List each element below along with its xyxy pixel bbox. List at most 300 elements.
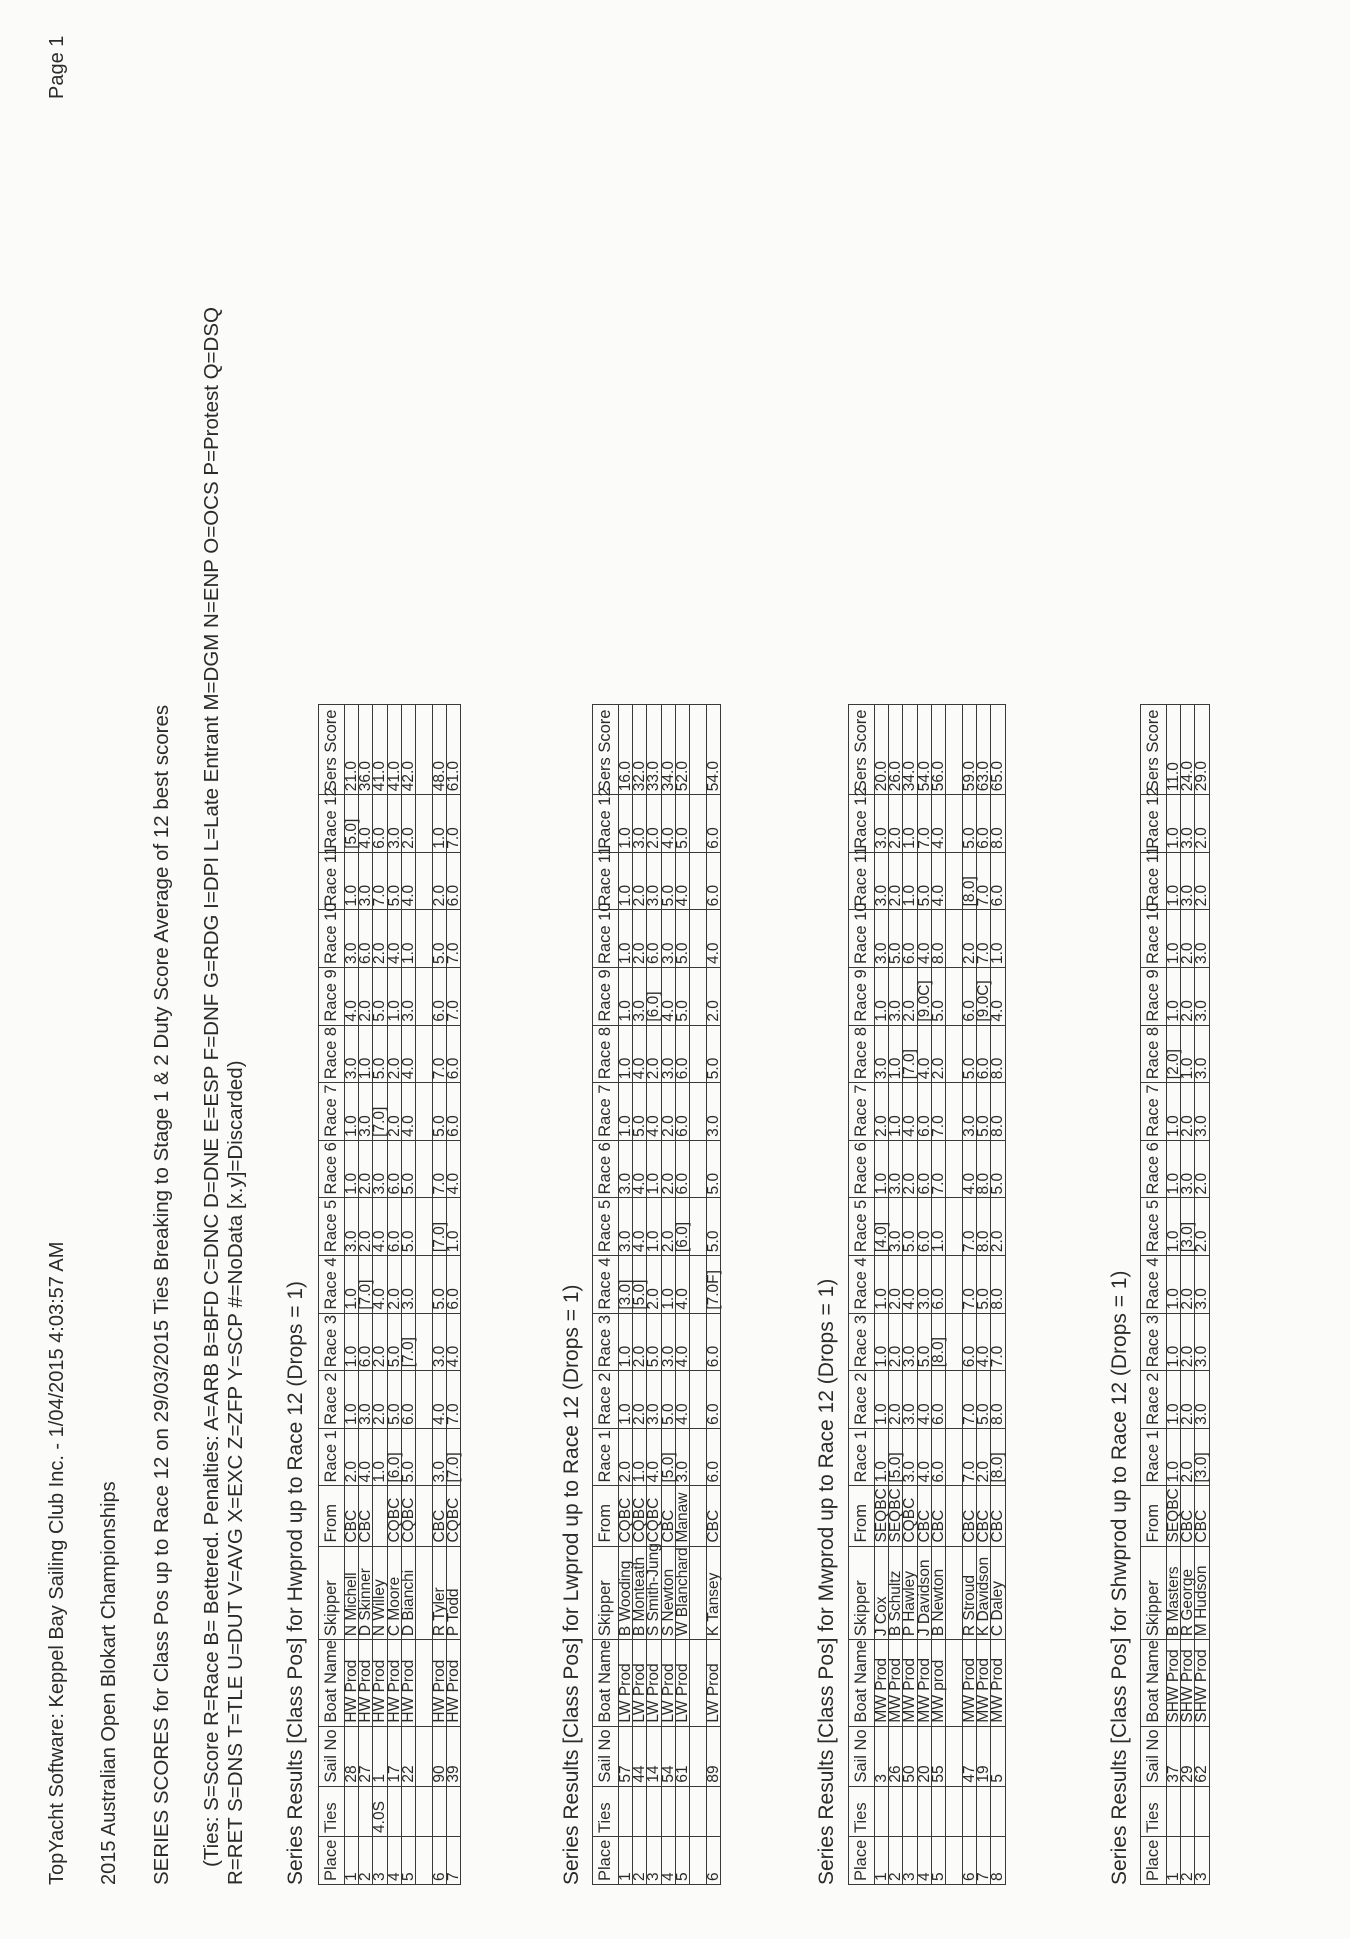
cell-ties	[903, 1786, 917, 1836]
column-header-boat-name: Boat Name	[319, 1640, 345, 1726]
cell-skipper: B Monteath	[633, 1546, 647, 1640]
cell-race-9: 5.0	[373, 968, 387, 1026]
cell-race-9: 1.0	[619, 968, 633, 1026]
cell-race-2: 7.0	[963, 1371, 977, 1429]
column-header-ties: Ties	[593, 1786, 619, 1836]
cell-sail-no: 5	[991, 1726, 1005, 1786]
cell-ties: 4.0S	[373, 1786, 387, 1836]
cell-race-5: 3.0	[619, 1198, 633, 1256]
cell-boat-name: HW Prod	[433, 1640, 447, 1726]
cell-race-5: 5.0	[401, 1198, 415, 1256]
header-row	[1141, 705, 1167, 1885]
cell-from: CQBC	[903, 1486, 917, 1546]
cell-race-11: 7.0	[373, 852, 387, 910]
table-row	[707, 705, 721, 1885]
cell-race-6: 2.0	[661, 1140, 675, 1198]
cell-race-3: 1.0	[619, 1313, 633, 1371]
cell-race-5: 2.0	[661, 1198, 675, 1256]
cell-race-2: 1.0	[345, 1371, 359, 1429]
cell-race-12: 6.0	[373, 795, 387, 853]
cell-race-11: 2.0	[889, 852, 903, 910]
cell-race-12: 2.0	[889, 795, 903, 853]
cell-race-10: 2.0	[633, 910, 647, 968]
cell-race-10: 1.0	[619, 910, 633, 968]
cell-from: CBC	[661, 1486, 675, 1546]
cell-race-9: 2.0	[359, 968, 373, 1026]
column-header-race-9: Race 9	[593, 968, 619, 1026]
cell-race-12: 6.0	[707, 795, 721, 853]
cell-race-5: [3.0]	[1181, 1198, 1195, 1256]
cell-race-11: [8.0]	[963, 852, 977, 910]
cell-race-1: [3.0]	[1195, 1428, 1209, 1486]
cell-ties	[931, 1786, 945, 1836]
cell-race-1: [5.0]	[889, 1428, 903, 1486]
cell-race-12: 2.0	[401, 795, 415, 853]
column-header-race-3: Race 3	[319, 1313, 345, 1371]
cell-race-7: 5.0	[633, 1083, 647, 1141]
header-row	[849, 705, 875, 1885]
cell-sail-no: 57	[619, 1726, 633, 1786]
cell-race-8: [7.0]	[903, 1025, 917, 1083]
table-row	[931, 705, 945, 1885]
cell-race-11: 5.0	[387, 852, 401, 910]
cell-race-1: 3.0	[433, 1428, 447, 1486]
cell-ties	[447, 1786, 461, 1836]
column-header-race-4: Race 4	[849, 1256, 875, 1314]
column-header-skipper: Skipper	[1141, 1546, 1167, 1640]
cell-race-7: 5.0	[977, 1083, 991, 1141]
section-title-shwprod: Series Results [Class Pos] for Shwprod up to Race 12 (Drops = 1)	[1108, 1270, 1131, 1885]
cell-ties	[387, 1786, 401, 1836]
cell-boat-name: MW Prod	[977, 1640, 991, 1726]
cell-race-2: 6.0	[707, 1371, 721, 1429]
column-header-race-6: Race 6	[593, 1140, 619, 1198]
cell-ties	[707, 1786, 721, 1836]
column-header-race-10: Race 10	[849, 910, 875, 968]
cell-race-6: 7.0	[433, 1140, 447, 1198]
column-header-race-7: Race 7	[1141, 1083, 1167, 1141]
cell-race-9: 2.0	[903, 968, 917, 1026]
cell-race-7: [7.0]	[373, 1083, 387, 1141]
cell-sail-no: 14	[647, 1726, 661, 1786]
cell-race-6: 5.0	[707, 1140, 721, 1198]
cell-race-10: 3.0	[1195, 910, 1209, 968]
cell-race-8: 3.0	[661, 1025, 675, 1083]
cell-sers-score: 48.0	[433, 705, 447, 795]
cell-race-3: 6.0	[359, 1313, 373, 1371]
cell-sers-score: 24.0	[1181, 705, 1195, 795]
cell-race-11: 1.0	[1167, 852, 1181, 910]
column-header-race-6: Race 6	[849, 1140, 875, 1198]
cell-race-6: 1.0	[1167, 1140, 1181, 1198]
cell-sers-score: 41.0	[387, 705, 401, 795]
cell-race-8: 4.0	[917, 1025, 931, 1083]
column-header-race-1: Race 1	[319, 1428, 345, 1486]
cell-sail-no: 61	[675, 1726, 689, 1786]
cell-race-4: 3.0	[1195, 1256, 1209, 1314]
cell-race-8: 7.0	[433, 1025, 447, 1083]
column-header-race-10: Race 10	[319, 910, 345, 968]
cell-race-3: 1.0	[345, 1313, 359, 1371]
table-row	[647, 705, 661, 1885]
cell-race-2: 1.0	[1167, 1371, 1181, 1429]
column-header-race-1: Race 1	[1141, 1428, 1167, 1486]
cell-race-1: 5.0	[401, 1428, 415, 1486]
table-row	[447, 705, 461, 1885]
cell-race-9: 5.0	[931, 968, 945, 1026]
column-header-race-8: Race 8	[319, 1025, 345, 1083]
results-table-mwprod	[848, 704, 1006, 1885]
cell-sail-no: 55	[931, 1726, 945, 1786]
cell-race-10: 3.0	[661, 910, 675, 968]
cell-race-6: 3.0	[889, 1140, 903, 1198]
column-header-race-10: Race 10	[593, 910, 619, 968]
cell-race-2: 2.0	[633, 1371, 647, 1429]
cell-race-5: 1.0	[931, 1198, 945, 1256]
cell-skipper: S Newton	[661, 1546, 675, 1640]
cell-race-2: 3.0	[1195, 1371, 1209, 1429]
cell-sail-no: 44	[633, 1726, 647, 1786]
cell-ties	[1167, 1786, 1181, 1836]
cell-skipper: C Moore	[387, 1546, 401, 1640]
cell-place: 3	[903, 1836, 917, 1884]
cell-race-2: 4.0	[917, 1371, 931, 1429]
cell-place: 3	[647, 1836, 661, 1884]
cell-race-10: 8.0	[931, 910, 945, 968]
cell-race-1: [6.0]	[387, 1428, 401, 1486]
cell-boat-name: LW Prod	[675, 1640, 689, 1726]
column-header-race-7: Race 7	[593, 1083, 619, 1141]
cell-race-7: 4.0	[903, 1083, 917, 1141]
cell-ties	[647, 1786, 661, 1836]
cell-boat-name: HW Prod	[359, 1640, 373, 1726]
cell-sail-no: 17	[387, 1726, 401, 1786]
cell-race-5: [7.0]	[433, 1198, 447, 1256]
cell-from: CQBC	[619, 1486, 633, 1546]
cell-boat-name: LW Prod	[633, 1640, 647, 1726]
cell-ties	[433, 1786, 447, 1836]
cell-race-1: 2.0	[345, 1428, 359, 1486]
cell-race-8: 2.0	[931, 1025, 945, 1083]
column-header-race-8: Race 8	[849, 1025, 875, 1083]
cell-sers-score: 59.0	[963, 705, 977, 795]
column-header-race-11: Race 11	[1141, 852, 1167, 910]
cell-sail-no: 20	[917, 1726, 931, 1786]
cell-race-9: 3.0	[401, 968, 415, 1026]
column-header-race-1: Race 1	[593, 1428, 619, 1486]
cell-race-1: 3.0	[675, 1428, 689, 1486]
cell-race-1: 7.0	[963, 1428, 977, 1486]
cell-sers-score: 20.0	[875, 705, 889, 795]
cell-sers-score: 32.0	[633, 705, 647, 795]
cell-from: CBC	[1181, 1486, 1195, 1546]
cell-race-6: 5.0	[991, 1140, 1005, 1198]
cell-race-2: 3.0	[903, 1371, 917, 1429]
cell-sail-no: 39	[447, 1726, 461, 1786]
cell-race-1: [5.0]	[661, 1428, 675, 1486]
cell-place: 2	[1181, 1836, 1195, 1884]
cell-race-7: 3.0	[963, 1083, 977, 1141]
cell-race-12: 2.0	[647, 795, 661, 853]
cell-race-1: 2.0	[977, 1428, 991, 1486]
cell-race-6: 5.0	[401, 1140, 415, 1198]
cell-sers-score: 42.0	[401, 705, 415, 795]
cell-skipper: M Hudson	[1195, 1546, 1209, 1640]
cell-race-10: 1.0	[991, 910, 1005, 968]
cell-boat-name: SHW Prod	[1181, 1640, 1195, 1726]
cell-race-5: 4.0	[373, 1198, 387, 1256]
cell-sail-no: 1	[373, 1726, 387, 1786]
cell-race-11: 6.0	[707, 852, 721, 910]
cell-from: CBC	[1195, 1486, 1209, 1546]
cell-race-10: 2.0	[1181, 910, 1195, 968]
cell-race-8: 3.0	[345, 1025, 359, 1083]
cell-race-6: 4.0	[963, 1140, 977, 1198]
cell-place: 2	[633, 1836, 647, 1884]
cell-race-6: 1.0	[875, 1140, 889, 1198]
cell-race-7: 2.0	[661, 1083, 675, 1141]
cell-race-11: 2.0	[433, 852, 447, 910]
cell-place: 6	[433, 1836, 447, 1884]
cell-race-5: [6.0]	[675, 1198, 689, 1256]
cell-race-1: 2.0	[1181, 1428, 1195, 1486]
cell-race-6: 3.0	[1181, 1140, 1195, 1198]
column-header-sers-score: Sers Score	[849, 705, 875, 795]
cell-race-12: [5.0]	[345, 795, 359, 853]
cell-boat-name: MW Prod	[991, 1640, 1005, 1726]
column-header-race-10: Race 10	[1141, 910, 1167, 968]
cell-race-8: 2.0	[387, 1025, 401, 1083]
cell-sers-score: 34.0	[661, 705, 675, 795]
cell-race-4: 6.0	[447, 1256, 461, 1314]
cell-race-7: 4.0	[647, 1083, 661, 1141]
table-row	[1195, 705, 1209, 1885]
column-header-ties: Ties	[319, 1786, 345, 1836]
cell-race-7: 3.0	[707, 1083, 721, 1141]
cell-race-10: 6.0	[359, 910, 373, 968]
cell-race-4: 6.0	[931, 1256, 945, 1314]
cell-race-5: 8.0	[977, 1198, 991, 1256]
cell-ties	[633, 1786, 647, 1836]
cell-race-2: 8.0	[991, 1371, 1005, 1429]
cell-skipper: N Michell	[345, 1546, 359, 1640]
cell-race-8: 5.0	[963, 1025, 977, 1083]
column-header-sail-no: Sail No	[849, 1726, 875, 1786]
column-header-from: From	[593, 1486, 619, 1546]
column-header-race-11: Race 11	[593, 852, 619, 910]
cell-race-6: 4.0	[447, 1140, 461, 1198]
column-header-race-4: Race 4	[593, 1256, 619, 1314]
cell-boat-name: MW prod	[931, 1640, 945, 1726]
cell-race-3: [7.0]	[401, 1313, 415, 1371]
cell-from: SEQBC	[1167, 1486, 1181, 1546]
column-header-race-9: Race 9	[319, 968, 345, 1026]
cell-boat-name: MW Prod	[875, 1640, 889, 1726]
cell-race-9: 1.0	[875, 968, 889, 1026]
section-title-lwprod: Series Results [Class Pos] for Lwprod up to Race 12 (Drops = 1)	[560, 1284, 583, 1885]
cell-race-8: 1.0	[889, 1025, 903, 1083]
cell-race-5: 5.0	[707, 1198, 721, 1256]
column-header-race-3: Race 3	[849, 1313, 875, 1371]
cell-race-12: 1.0	[1167, 795, 1181, 853]
cell-race-9: 4.0	[661, 968, 675, 1026]
cell-race-7: 2.0	[1181, 1083, 1195, 1141]
column-header-race-9: Race 9	[849, 968, 875, 1026]
cell-race-4: 3.0	[917, 1256, 931, 1314]
cell-sers-score: 11.0	[1167, 705, 1181, 795]
cell-race-2: 5.0	[661, 1371, 675, 1429]
cell-from: CBC	[931, 1486, 945, 1546]
cell-place: 1	[619, 1836, 633, 1884]
cell-race-12: 1.0	[903, 795, 917, 853]
cell-race-2: 1.0	[619, 1371, 633, 1429]
cell-race-8: 5.0	[707, 1025, 721, 1083]
cell-race-9: 3.0	[633, 968, 647, 1026]
cell-from: CBC	[433, 1486, 447, 1546]
cell-race-9: 3.0	[889, 968, 903, 1026]
cell-race-12: 2.0	[1195, 795, 1209, 853]
cell-race-3: 5.0	[917, 1313, 931, 1371]
cell-skipper: B Wooding	[619, 1546, 633, 1640]
column-header-skipper: Skipper	[319, 1546, 345, 1640]
cell-sail-no: 89	[707, 1726, 721, 1786]
cell-from: CBC	[991, 1486, 1005, 1546]
cell-from: SEQBC	[889, 1486, 903, 1546]
cell-race-3: 3.0	[433, 1313, 447, 1371]
cell-race-10: 5.0	[889, 910, 903, 968]
cell-race-10: 7.0	[977, 910, 991, 968]
cell-place: 2	[359, 1836, 373, 1884]
cell-race-9: 4.0	[345, 968, 359, 1026]
cell-race-2: 3.0	[359, 1371, 373, 1429]
cell-sers-score: 29.0	[1195, 705, 1209, 795]
cell-place: 8	[991, 1836, 1005, 1884]
cell-race-10: 1.0	[401, 910, 415, 968]
cell-race-3: 2.0	[633, 1313, 647, 1371]
cell-race-3: 2.0	[373, 1313, 387, 1371]
cell-sers-score: 61.0	[447, 705, 461, 795]
cell-ties	[345, 1786, 359, 1836]
cell-skipper: C Daley	[991, 1546, 1005, 1640]
cell-sail-no: 50	[903, 1726, 917, 1786]
cell-skipper: P Todd	[447, 1546, 461, 1640]
cell-race-10: 6.0	[647, 910, 661, 968]
cell-race-6: 3.0	[373, 1140, 387, 1198]
cell-place: 1	[345, 1836, 359, 1884]
cell-from: CQBC	[387, 1486, 401, 1546]
cell-race-1: [7.0]	[447, 1428, 461, 1486]
column-header-race-12: Race 12	[319, 795, 345, 853]
table-row	[675, 705, 689, 1885]
table-row	[373, 705, 387, 1885]
cell-race-11: 2.0	[1195, 852, 1209, 910]
cell-ties	[977, 1786, 991, 1836]
cell-race-9: 6.0	[963, 968, 977, 1026]
cell-race-8: 3.0	[875, 1025, 889, 1083]
cell-race-9: [9.0C]	[917, 968, 931, 1026]
cell-from: CBC	[977, 1486, 991, 1546]
cell-place: 6	[707, 1836, 721, 1884]
cell-race-7: 2.0	[387, 1083, 401, 1141]
software-line: TopYacht Software: Keppel Bay Sailing Club Inc. - 1/04/2015 4:03:57 AM	[46, 1241, 68, 1885]
cell-ties	[1181, 1786, 1195, 1836]
column-header-race-12: Race 12	[849, 795, 875, 853]
cell-race-12: 3.0	[1181, 795, 1195, 853]
cell-race-6: 4.0	[633, 1140, 647, 1198]
cell-sers-score: 21.0	[345, 705, 359, 795]
cell-race-4: 4.0	[675, 1256, 689, 1314]
cell-sail-no: 62	[1195, 1726, 1209, 1786]
cell-place: 1	[875, 1836, 889, 1884]
cell-race-3: 2.0	[889, 1313, 903, 1371]
cell-race-4: 4.0	[373, 1256, 387, 1314]
cell-race-5: 3.0	[345, 1198, 359, 1256]
cell-race-1: 3.0	[903, 1428, 917, 1486]
section-title-hwprod: Series Results [Class Pos] for Hwprod up to Race 12 (Drops = 1)	[284, 1281, 307, 1885]
cell-skipper: S Smith-Jung	[647, 1546, 661, 1640]
cell-race-2: 2.0	[1181, 1371, 1195, 1429]
cell-race-8: 6.0	[675, 1025, 689, 1083]
cell-place: 4	[661, 1836, 675, 1884]
cell-boat-name: HW Prod	[401, 1640, 415, 1726]
cell-race-2: 3.0	[647, 1371, 661, 1429]
cell-skipper: R Tyler	[433, 1546, 447, 1640]
cell-race-4: 3.0	[401, 1256, 415, 1314]
cell-race-8: 1.0	[619, 1025, 633, 1083]
column-header-race-8: Race 8	[1141, 1025, 1167, 1083]
cell-race-3: 3.0	[661, 1313, 675, 1371]
column-header-race-6: Race 6	[1141, 1140, 1167, 1198]
cell-ties	[889, 1786, 903, 1836]
cell-race-10: 5.0	[675, 910, 689, 968]
cell-sers-score: 52.0	[675, 705, 689, 795]
results-table-shwprod	[1140, 704, 1210, 1885]
cell-race-1: 4.0	[917, 1428, 931, 1486]
cell-race-9: 6.0	[433, 968, 447, 1026]
cell-from: CQBC	[647, 1486, 661, 1546]
column-header-race-5: Race 5	[1141, 1198, 1167, 1256]
cell-race-11: 6.0	[447, 852, 461, 910]
header-row	[319, 705, 345, 1885]
cell-sail-no: 22	[401, 1726, 415, 1786]
column-header-race-1: Race 1	[849, 1428, 875, 1486]
cell-race-4: 2.0	[1181, 1256, 1195, 1314]
column-header-sail-no: Sail No	[319, 1726, 345, 1786]
column-header-race-3: Race 3	[593, 1313, 619, 1371]
cell-race-4: 1.0	[661, 1256, 675, 1314]
cell-boat-name: HW Prod	[345, 1640, 359, 1726]
cell-race-12: 5.0	[675, 795, 689, 853]
cell-place: 5	[675, 1836, 689, 1884]
table-row	[991, 705, 1005, 1885]
cell-sers-score: 36.0	[359, 705, 373, 795]
cell-race-2: 1.0	[875, 1371, 889, 1429]
cell-race-12: 4.0	[931, 795, 945, 853]
cell-place: 5	[401, 1836, 415, 1884]
cell-race-12: 7.0	[447, 795, 461, 853]
column-header-from: From	[1141, 1486, 1167, 1546]
column-header-race-5: Race 5	[319, 1198, 345, 1256]
cell-race-10: 2.0	[373, 910, 387, 968]
cell-skipper: B Masters	[1167, 1546, 1181, 1640]
cell-sers-score: 33.0	[647, 705, 661, 795]
cell-race-11: 3.0	[1181, 852, 1195, 910]
cell-sail-no: 90	[433, 1726, 447, 1786]
cell-from: CBC	[707, 1486, 721, 1546]
cell-sail-no: 47	[963, 1726, 977, 1786]
cell-boat-name: MW Prod	[917, 1640, 931, 1726]
cell-race-10: 3.0	[875, 910, 889, 968]
